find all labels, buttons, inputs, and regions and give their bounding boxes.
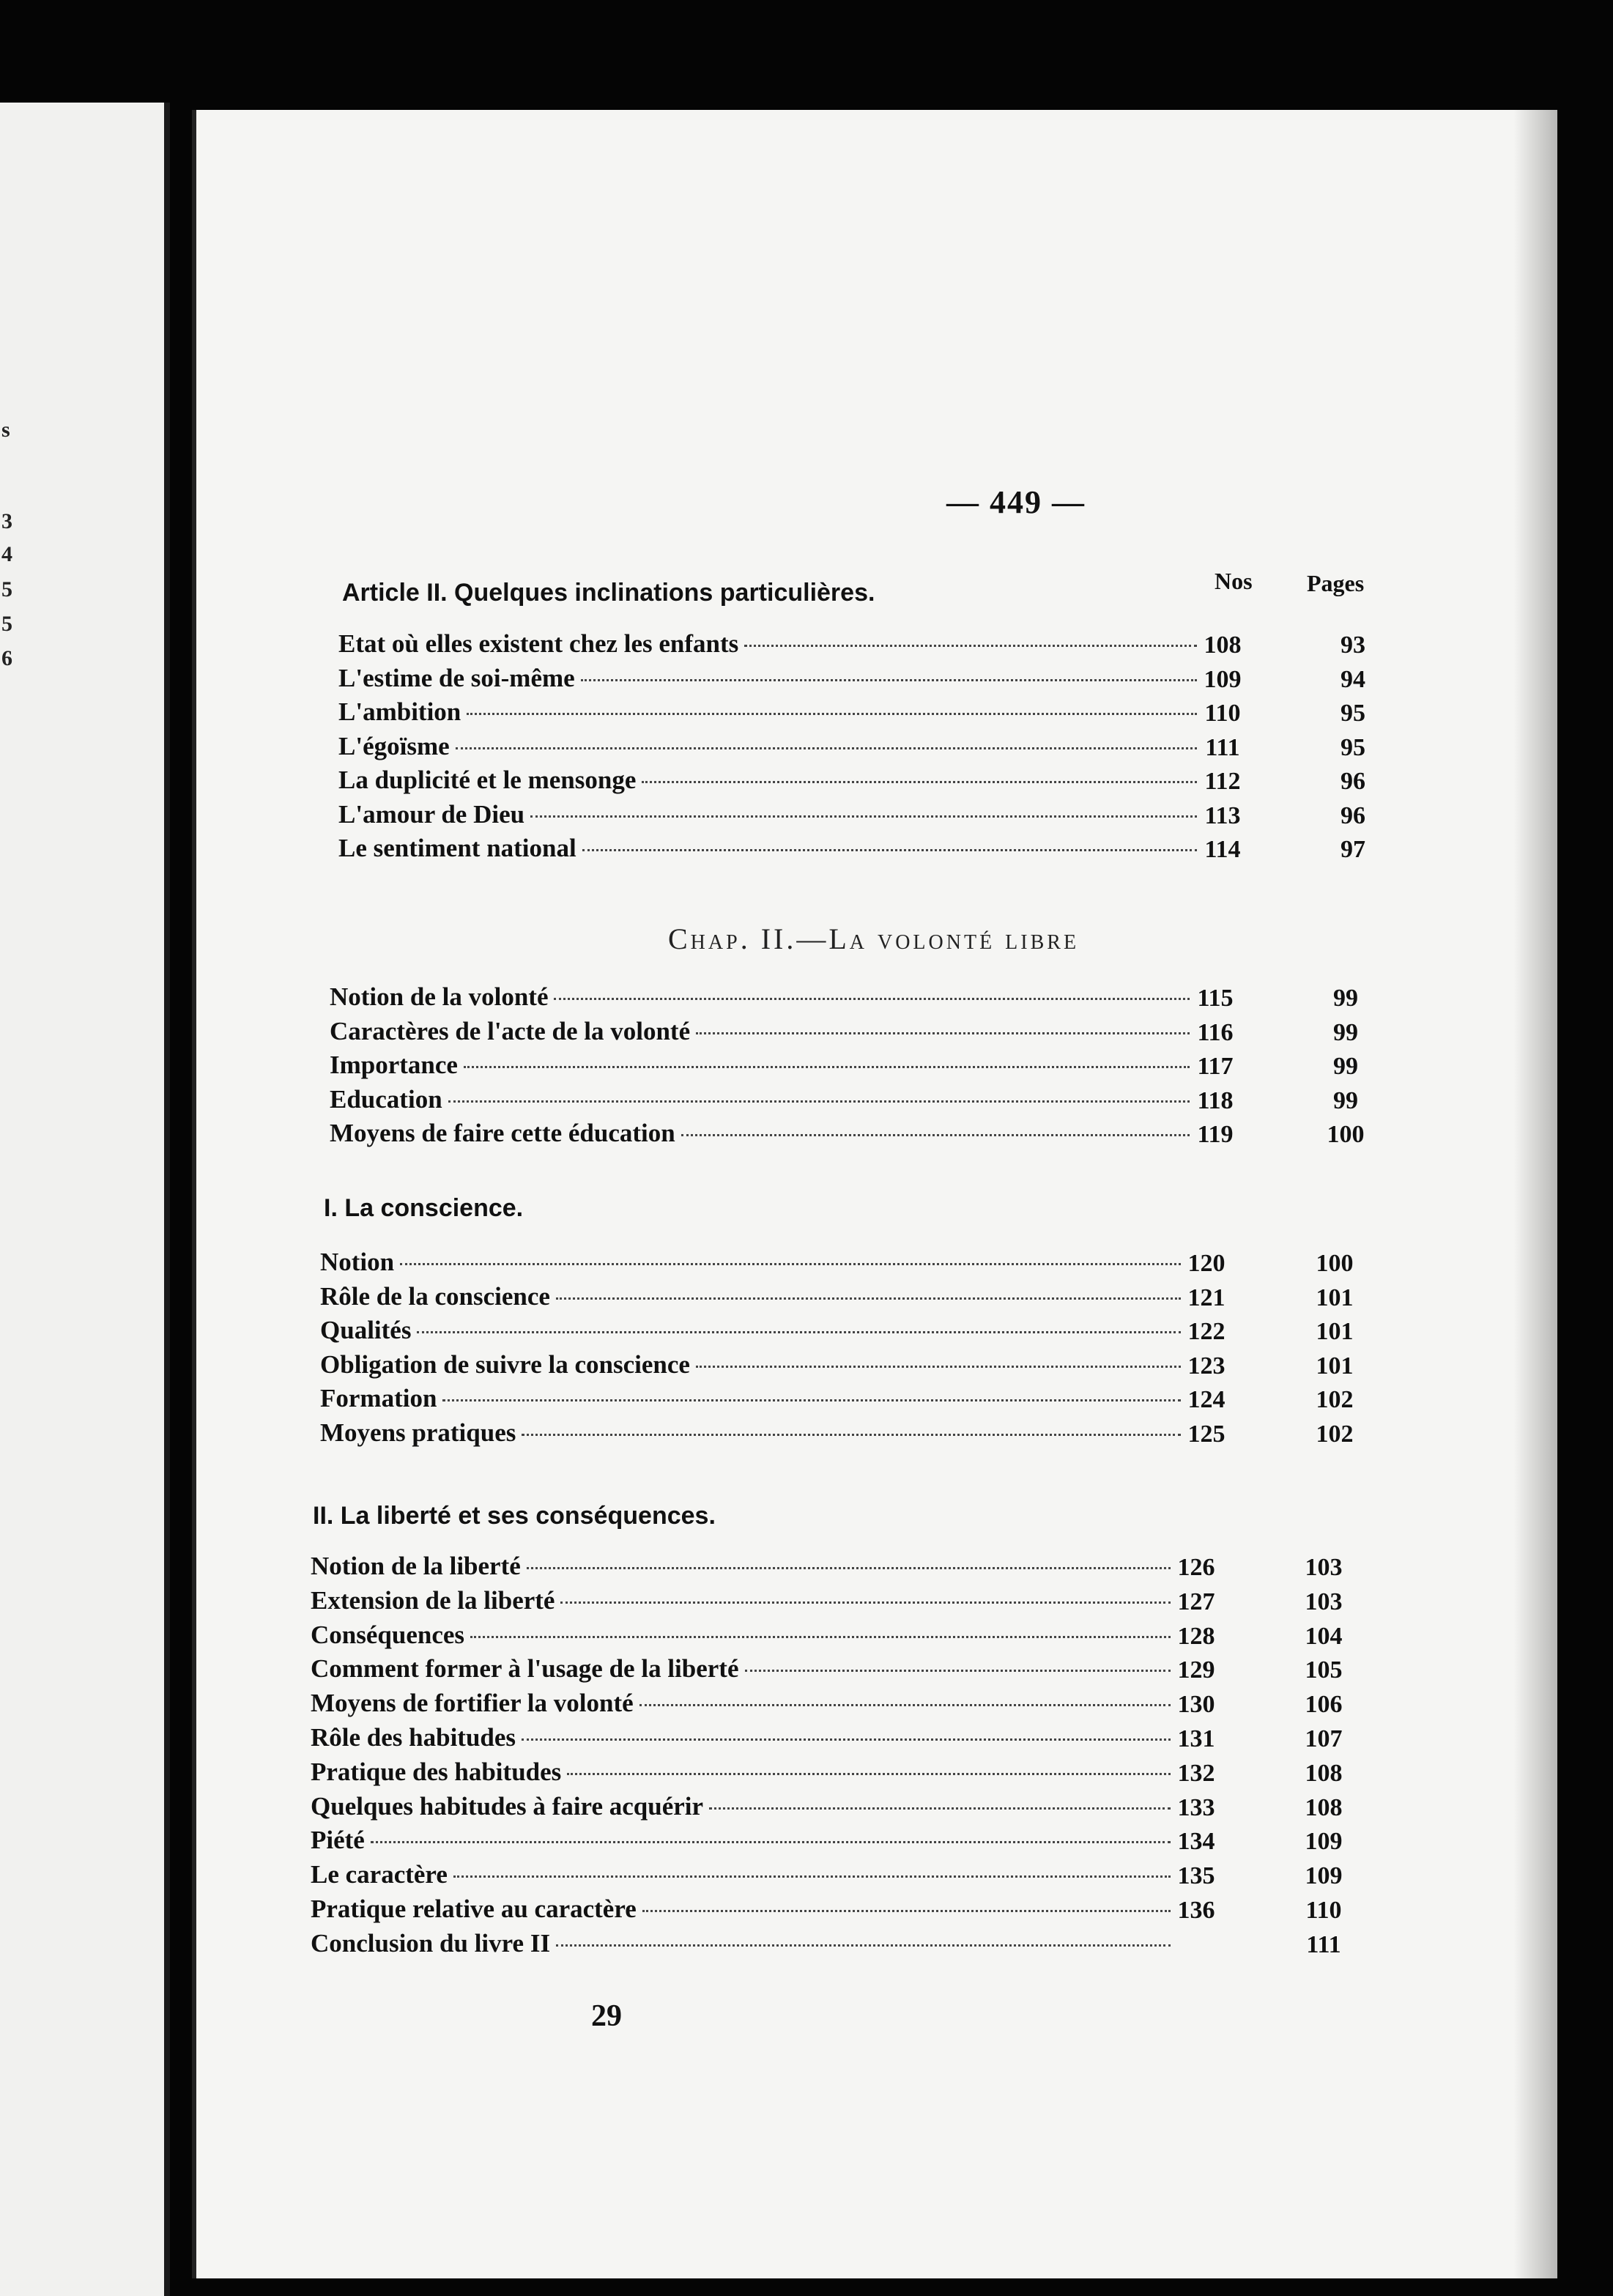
toc-entry: [311, 1790, 1357, 1823]
toc-entry-number: 132: [1177, 1759, 1215, 1787]
toc-entry-number: 126: [1177, 1554, 1215, 1581]
toc-entry: [320, 1348, 1368, 1382]
signature-mark: 29: [591, 1999, 622, 2033]
toc-entry-label: Pratique des habitudes: [311, 1757, 562, 1786]
toc-entry-page: 109: [1305, 1828, 1343, 1856]
toc-entry-label: Education: [330, 1084, 442, 1114]
margin-char: 3: [1, 509, 12, 533]
section-heading-article: Article II. Quelques inclinations particulières.: [342, 579, 875, 607]
toc-entry-number: 117: [1197, 1053, 1234, 1080]
toc-entry-number: 127: [1177, 1588, 1215, 1615]
toc-entry-label: Moyens de faire cette éducation: [330, 1119, 675, 1147]
toc-entry-label: Etat où elles existent chez les enfants: [338, 629, 739, 658]
toc-entry-page: 105: [1305, 1656, 1343, 1684]
toc-entry-number: 131: [1177, 1725, 1215, 1752]
toc-entry-label: Notion de la liberté: [311, 1552, 521, 1580]
column-header-nos: Nos: [1215, 568, 1253, 594]
leader-dots: [744, 645, 1197, 647]
leader-dots: [400, 1263, 1181, 1265]
toc-entry: [320, 1314, 1368, 1347]
book-page: [192, 110, 1557, 2278]
toc-entry-page: 100: [1316, 1250, 1354, 1277]
toc-entry-label: Le sentiment national: [338, 834, 576, 862]
toc-entry: [330, 1015, 1379, 1048]
toc-entry-label: Qualités: [320, 1316, 412, 1344]
toc-entry-label: Rôle de la conscience: [320, 1281, 550, 1311]
leader-dots: [554, 998, 1190, 1000]
toc-entry-number: 115: [1197, 985, 1234, 1012]
toc-entry-page: 102: [1316, 1386, 1354, 1413]
toc-entry-page: 103: [1305, 1554, 1343, 1581]
leader-dots: [556, 1944, 1171, 1947]
toc-entry-number: 109: [1204, 665, 1242, 693]
toc-entry: [311, 1858, 1357, 1892]
leader-dots: [530, 815, 1197, 818]
toc-entry-page: 108: [1305, 1759, 1343, 1787]
toc-entry-page: 103: [1305, 1588, 1343, 1615]
leader-dots: [371, 1841, 1171, 1843]
toc-entry-number: 113: [1204, 801, 1241, 829]
toc-entry-page: 101: [1316, 1318, 1354, 1345]
toc-entry: [320, 1280, 1368, 1314]
toc-entry: [338, 730, 1386, 763]
toc-entry-page: 102: [1316, 1420, 1354, 1448]
toc-entry-label: Rôle des habitudes: [311, 1723, 516, 1752]
leader-dots: [470, 1636, 1171, 1638]
toc-entry-label: Notion: [320, 1248, 395, 1276]
toc-entry-number: 114: [1204, 836, 1241, 863]
toc-entry-label: Moyens pratiques: [320, 1418, 516, 1447]
leader-dots: [527, 1567, 1171, 1569]
margin-char: 6: [1, 646, 12, 670]
toc-entry: [338, 627, 1386, 661]
toc-entry-page: 96: [1341, 801, 1365, 829]
toc-entry: [338, 662, 1386, 695]
toc-entry-number: 118: [1197, 1086, 1234, 1114]
toc-entry: [311, 1927, 1357, 1960]
toc-entry-label: L'estime de soi-même: [338, 663, 575, 692]
toc-entry-page: 99: [1333, 985, 1358, 1012]
toc-entry-label: Formation: [320, 1384, 437, 1412]
column-header-pages: Pages: [1307, 570, 1365, 596]
toc-entry-number: 125: [1187, 1420, 1225, 1448]
leader-dots: [448, 1100, 1190, 1103]
toc-entry: [330, 1048, 1379, 1082]
toc-entry-number: 123: [1187, 1352, 1225, 1380]
leader-dots: [642, 1910, 1171, 1912]
toc-entry: [330, 1083, 1379, 1116]
toc-entry-number: 124: [1187, 1386, 1225, 1413]
toc-entry-page: 101: [1316, 1352, 1354, 1380]
toc-entry-number: 120: [1187, 1250, 1225, 1277]
toc-entry-page: 108: [1305, 1793, 1343, 1821]
toc-entry-page: 99: [1333, 1018, 1358, 1046]
toc-entry-page: 100: [1327, 1121, 1365, 1148]
margin-char: s: [1, 418, 10, 442]
margin-char: 4: [1, 542, 12, 566]
toc-entry-number: 135: [1177, 1862, 1215, 1890]
toc-entry-number: 121: [1187, 1284, 1225, 1311]
toc-entry-page: 107: [1305, 1725, 1343, 1752]
margin-char: 5: [1, 577, 12, 601]
toc-entry: [338, 798, 1386, 832]
toc-entry-page: 101: [1316, 1284, 1354, 1311]
toc-entry-page: 106: [1305, 1691, 1343, 1719]
leader-dots: [745, 1670, 1171, 1672]
toc-entry-label: L'égoïsme: [338, 731, 450, 760]
adjacent-page-strip: [0, 103, 170, 2296]
toc-entry-number: 133: [1177, 1793, 1215, 1821]
toc-entry-label: Obligation de suivre la conscience: [320, 1349, 690, 1379]
toc-entry-number: 119: [1197, 1121, 1234, 1148]
toc-entry-page: 95: [1341, 733, 1365, 761]
toc-entry-label: Le caractère: [311, 1860, 448, 1889]
toc-entry-label: Extension de la liberté: [311, 1585, 555, 1615]
leader-dots: [639, 1704, 1171, 1706]
toc-entry-label: Comment former à l'usage de la liberté: [311, 1654, 739, 1684]
leader-dots: [696, 1032, 1190, 1034]
toc-entry-page: 99: [1333, 1086, 1358, 1114]
leader-dots: [522, 1434, 1181, 1436]
page-number: — 449 —: [946, 484, 1086, 520]
toc-entry-page: 99: [1333, 1053, 1358, 1080]
toc-entry-number: 112: [1204, 768, 1241, 795]
toc-entry: [311, 1721, 1357, 1755]
toc-entry: [320, 1245, 1368, 1279]
leader-dots: [522, 1738, 1171, 1741]
toc-entry-label: Conclusion du livre II: [311, 1928, 551, 1958]
leader-dots: [556, 1297, 1181, 1300]
toc-entry: [320, 1382, 1368, 1415]
toc-entry-label: Notion de la volonté: [330, 982, 549, 1011]
margin-char: 5: [1, 612, 12, 636]
toc-entry: [311, 1755, 1357, 1789]
toc-entry-number: 122: [1187, 1318, 1225, 1345]
toc-entry-page: 96: [1341, 768, 1365, 795]
leader-dots: [696, 1366, 1181, 1368]
toc-entry: [311, 1618, 1357, 1652]
toc-entry-page: 110: [1305, 1897, 1342, 1924]
leader-dots: [560, 1601, 1171, 1604]
toc-entry-page: 94: [1341, 665, 1365, 693]
toc-entry-number: 128: [1177, 1622, 1215, 1650]
toc-entry: [338, 695, 1386, 729]
toc-entry: [311, 1892, 1357, 1926]
toc-entry-label: L'amour de Dieu: [338, 799, 525, 829]
leader-dots: [681, 1134, 1190, 1136]
toc-entry-number: 111: [1205, 733, 1240, 761]
toc-entry-label: La duplicité et le mensonge: [338, 766, 637, 794]
toc-entry-number: 130: [1177, 1691, 1215, 1719]
toc-entry: [311, 1584, 1357, 1618]
leader-dots: [581, 679, 1197, 681]
leader-dots: [582, 849, 1197, 851]
toc-entry-label: Conséquences: [311, 1620, 465, 1649]
leader-dots: [642, 781, 1197, 783]
toc-entry: [311, 1823, 1357, 1857]
leader-dots: [709, 1807, 1171, 1810]
leader-dots: [567, 1773, 1171, 1775]
page-edge-shade: [1513, 110, 1557, 2278]
toc-entry: [311, 1652, 1357, 1686]
toc-entry: [338, 832, 1386, 865]
toc-entry-label: Piété: [311, 1826, 365, 1855]
chapter-title: Chap. II.—La volonté libre: [668, 922, 1080, 955]
leader-dots: [453, 1875, 1171, 1878]
toc-entry: [311, 1549, 1357, 1583]
toc-entry-page: 97: [1341, 836, 1365, 863]
page-spine: [192, 110, 196, 2278]
toc-entry-page: 111: [1306, 1930, 1341, 1958]
leader-dots: [464, 1066, 1190, 1068]
toc-entry-number: 108: [1204, 632, 1242, 659]
toc-entry-label: L'ambition: [338, 697, 461, 726]
toc-entry-number: 129: [1177, 1656, 1215, 1684]
toc-entry-number: 116: [1197, 1018, 1234, 1046]
toc-entry: [330, 980, 1379, 1014]
toc-entry-label: Moyens de fortifier la volonté: [311, 1689, 634, 1718]
section-heading-liberte: II. La liberté et ses conséquences.: [313, 1502, 716, 1530]
toc-entry-number: 136: [1177, 1897, 1215, 1924]
leader-dots: [456, 747, 1197, 749]
toc-entry-page: 95: [1341, 700, 1365, 727]
toc-entry-label: Pratique relative au caractère: [311, 1895, 637, 1923]
toc-entry: [338, 763, 1386, 797]
toc-entry-label: Quelques habitudes à faire acquérir: [311, 1791, 704, 1821]
toc-entry: [311, 1686, 1357, 1720]
leader-dots: [467, 713, 1197, 715]
toc-entry-number: 134: [1177, 1828, 1215, 1856]
toc-entry-page: 93: [1341, 632, 1365, 659]
leader-dots: [417, 1331, 1181, 1333]
leader-dots: [442, 1399, 1181, 1401]
toc-entry: [330, 1116, 1379, 1150]
section-heading-conscience: I. La conscience.: [324, 1194, 524, 1222]
toc-entry-number: 110: [1204, 700, 1241, 727]
toc-entry: [320, 1416, 1368, 1450]
toc-entry-page: 104: [1305, 1622, 1343, 1650]
toc-entry-page: 109: [1305, 1862, 1343, 1890]
toc-entry-label: Caractères de l'acte de la volonté: [330, 1016, 691, 1045]
toc-entry-label: Importance: [330, 1051, 458, 1079]
adjacent-page-edge: [164, 103, 170, 2296]
